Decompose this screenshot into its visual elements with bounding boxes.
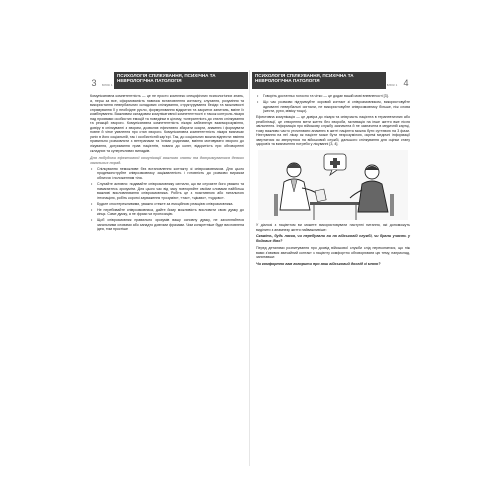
effective-communication-paragraph: Ефективна комунікація — це довіра до лікаря та співучасть пацієнта в терапевтичних або реабілітації, це створення мети життя без хвороби, мотивація на інше життя вже після звільнення. Інформація про військову службу зазначена й не зазначена в медичній картці, тому важливо часто уточнювати анамнез в житті пацієнта можна бути суттєвою на 3 фази. Нехтування на неї лікар як пацієнт може бути незрозумілою, окремі медичні інформації звертатися як звернутися на військовий службі, дальшого спілкування для оцінки стану здоров'я та визначення потреби у лікуванні [3, 4]. xyxy=(256,115,410,147)
right-page-header xyxy=(252,72,414,89)
doctor-patient-illustration xyxy=(258,150,408,220)
advice-list-continued xyxy=(256,94,410,114)
list-item: • Слухайте активно: подавайте співрозмовнику сигнали, що ви слухаєте його уважно та намагаєтесь зрозуміти. Для цього час від часу повторюйте своїми словами найбільш важливі висловлювання співрозмовника. Робіть це з позитивною або питальною інтонацією, робіть короткі зауваження «розумію», «так», «цікаво», «чудово». xyxy=(90,182,244,200)
subheading: Для побудови ефективної комунікації важливо знати та дотримуватися деяких загальних порад. xyxy=(90,156,244,165)
left-column xyxy=(90,94,244,234)
document-spread xyxy=(86,66,414,468)
right-column xyxy=(256,94,410,270)
header-title-bar: ПСИХОЛОГІЯ СПІЛКУВАННЯ, ПСИХІЧНА ТА НЕВРОЛОГІЧНА ПАТОЛОГІЯ xyxy=(252,72,386,89)
table-top xyxy=(310,202,360,205)
question-military-service: Скажіть, будь ласка, чи перебували ви на військовій службі, чи брали участь у бойових діях? xyxy=(256,234,410,243)
section-label: БЛОК 1 xyxy=(386,83,398,87)
list-item: • Що час розмови підтримуйте зоровий контакт зі співрозмовником, використовуйте адекватні невербальні сигнали, не використовуйте співрозмовнику більше, ніж слова (жести, рухи, міміку тощо). xyxy=(256,100,410,114)
question-comfort: Чи комфортно вам говорити про ваш військовий досвід зі мною? xyxy=(256,261,381,266)
list-item: • Щоб співрозмовник правильно зрозумів вашу основну думку, не захоплюйтеся загальними словами або занадто довгими фразами. Чим конкретніше буде висловлена ідея, тим простіше xyxy=(90,218,244,232)
page-number: 3 xyxy=(91,78,97,88)
list-item: • Спілкування неможливе без встановлення контакту зі співрозмовником. Для цього продемонструйте співрозмовнику зацікавленість і готовність до розмови виразом обличчя і положенням тіла. xyxy=(90,167,244,181)
header-title-bar: ПСИХОЛОГІЯ СПІЛКУВАННЯ, ПСИХІЧНА ТА НЕВРОЛОГІЧНА ПАТОЛОГІЯ xyxy=(114,72,248,89)
list-item: • Не перебивайте співрозмовника, дайте йому можливість висловити свою думку до кінця. Саме думку, а не фрази чи пропозицію. xyxy=(90,208,244,217)
dialogue-intro-paragraph: У діалозі з пацієнтом ви можете використовувати наступні питання, які допоможуть виділити з анамнезу життя найважливіше: xyxy=(256,223,410,232)
section-label: БЛОК 1 xyxy=(102,83,113,87)
intro-paragraph: Комунікативна компетентність — це не просто комплекс специфічних психологічних знань, а, перш за все, сформованість навичок встановлення контакту, слухання, розуміння та використання невербальних складових спілкування, структурування бесіди та можливості спрямування її у необхідне русло, формулювання відкритих та закритих запитань, вміле їх комбінування. Важливим складовим комунікативної компетентності є також контроль лікаря над проявами особистих емоцій та поведінки в цілому, толерантність до стилю спілкування та реакцій хворого. Комунікативна компетентність лікаря забезпечує взаєморозуміння, довіру в спілкуванні з хворим, дозволяє ефективно збирати скарги, анамнез і формувати повне й чітке уявлення про стан хворого. Комунікативна компетентність лікаря визначає успіх в його соціальній, так і особистісній кар'єрі. Так, до соціальних можна віднести: вміння правильно розмовляти з ветеранами та їхніми родинами, вміння мотивувати хворого до лікування, дотримання прав пацієнтів, повага до колег, відкритість при обговоренні складних та суперечливих випадків. xyxy=(90,94,244,153)
list-item: • Говоріть достатньо голосно та чітко — це додає вашій мові впевненості [3]. xyxy=(256,94,410,99)
comfort-check-paragraph: Перед деталями розпитування про досвід військової служби слід переконатися, що ніж вами з'явився звичайний контакт з пацієнту комфортно обговорювати цю тему, наприклад, запитавши: xyxy=(256,246,410,260)
right-page xyxy=(252,66,414,468)
list-item: • Будьте спостережливими, уважно стежте за емоційною реакцією співрозмовника. xyxy=(90,202,244,207)
left-page-header xyxy=(86,72,248,89)
illustration-drawing xyxy=(258,150,408,220)
left-page xyxy=(86,66,248,468)
page-gutter xyxy=(249,70,250,466)
page-number: 4 xyxy=(403,78,409,88)
advice-list xyxy=(90,167,244,232)
